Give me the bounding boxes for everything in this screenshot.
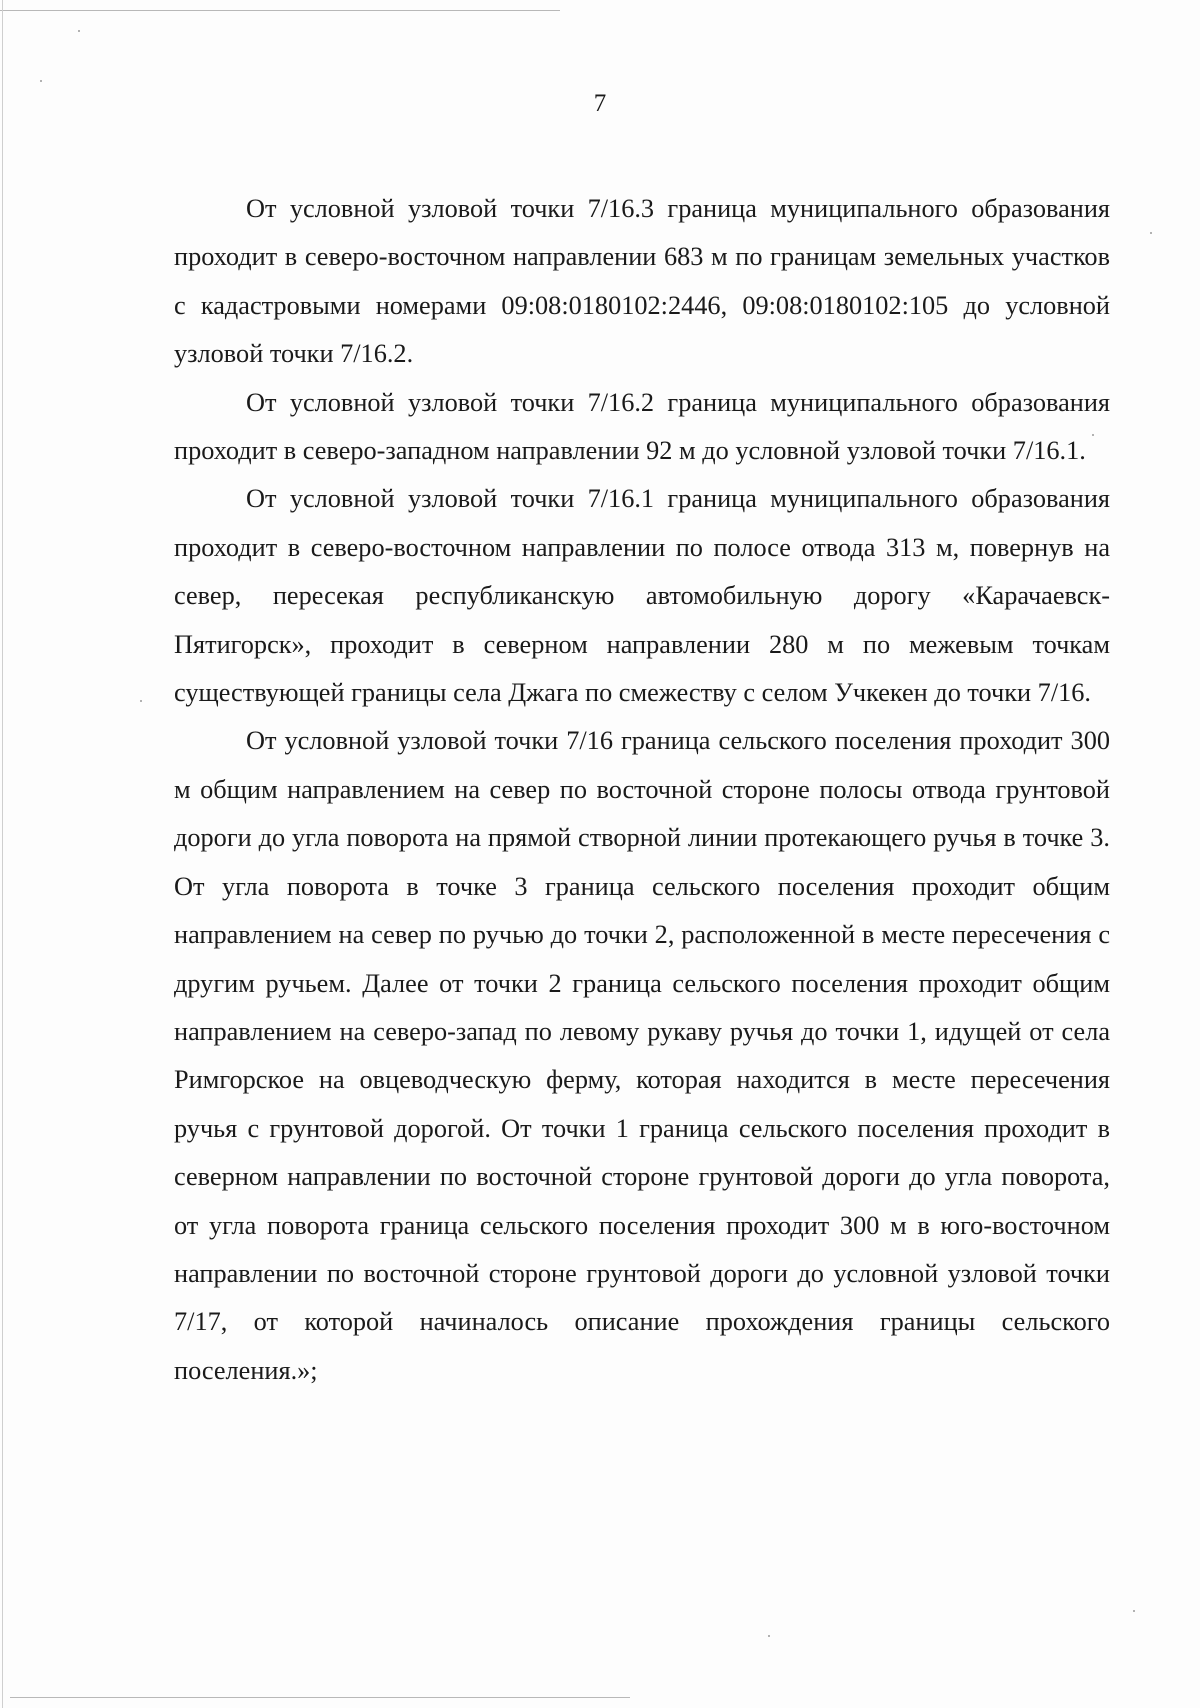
paragraph: От условной узловой точки 7/16.1 граница муниципального образования проходит в северо-восточном направлении по полосе отвода 313 м, повернув на север, пересекая республиканскую автомобильную дорогу «Карачаевск-Пятигорск», проходит в северном направлении 280 м по межевым точкам существующей границы села Джага по смежеству с селом Учкекен до точки 7/16. — [174, 484, 1110, 708]
scan-edge-bottom — [10, 1697, 630, 1698]
scan-speck — [1133, 1610, 1135, 1612]
scan-speck — [78, 30, 80, 32]
scan-edge-top — [0, 10, 560, 11]
paragraph: От условной узловой точки 7/16.2 граница муниципального образования проходит в северо-западном направлении 92 м до условной узловой точки 7/16.1. — [174, 387, 1110, 466]
paragraph: От условной узловой точки 7/16 граница сельского поселения проходит 300 м общим направлением на север по восточной стороне полосы отвода грунтовой дороги до угла поворота на прямой створной линии протекающего ручья в точке 3. От угла поворота в точке 3 граница сельского поселения проходит общим направлением на север по ручью до точки 2, расположенной в месте пересечения с другим ручьем. Далее от точки 2 граница сельского поселения проходит общим направлением на северо-запад по левому рукаву ручья до точки 1, идущей от села Римгорское на овцеводческую ферму, которая находится в месте пересечения ручья с грунтовой дорогой. От точки 1 граница сельского поселения проходит в северном направлении по восточной стороне грунтовой дороги до угла поворота, от угла поворота граница сельского поселения проходит 300 м в юго-восточном направлении по восточной стороне грунтовой дороги до условной узловой точки 7/17, от которой начиналось описание прохождения границы сельского поселения.»; — [174, 726, 1110, 1385]
page-number: 7 — [593, 90, 607, 117]
paragraph: От условной узловой точки 7/16.3 граница муниципального образования проходит в северо-восточном направлении 683 м по границам земельных участков с кадастровыми номерами 09:08:0180102:2446, 09:08:0180102:105 до условной узловой точки 7/16.2. — [174, 194, 1110, 369]
scan-speck — [40, 80, 42, 82]
scan-edge-left — [2, 0, 3, 1708]
scan-speck — [1150, 232, 1152, 234]
scan-speck — [768, 1635, 770, 1637]
scan-speck — [140, 700, 142, 702]
document-body — [174, 185, 1110, 1395]
